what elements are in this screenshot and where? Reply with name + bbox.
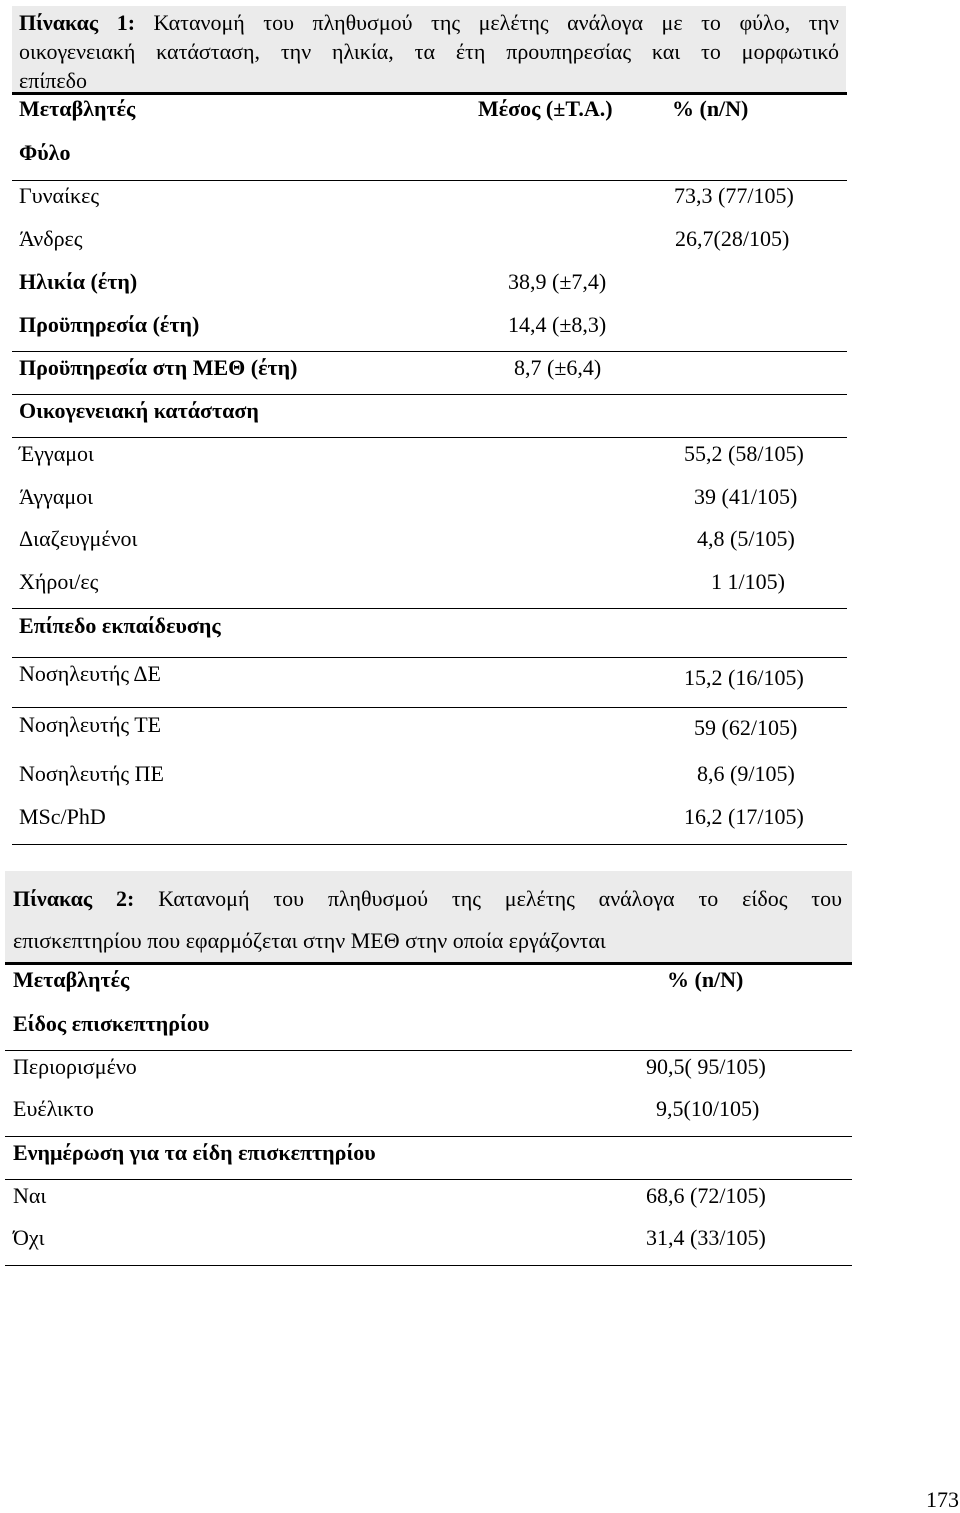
table2-rule <box>5 1179 852 1180</box>
table1-row-pct: 8,6 (9/105) <box>697 761 795 786</box>
table2-row-label: Ευέλικτο <box>13 1096 94 1121</box>
table2-caption-label: Πίνακας 2: <box>13 886 135 911</box>
table2-rule <box>5 1050 852 1051</box>
table1-row-label: Γυναίκες <box>19 183 100 208</box>
table2-bottom-rule <box>5 1265 852 1266</box>
table2-row-label: Περιορισμένο <box>13 1054 137 1079</box>
table1-caption-line2: οικογενειακή κατάσταση, την ηλικία, τα έτη προυπηρεσίας και το μορφωτικό <box>19 39 839 64</box>
table1-caption-label: Πίνακας 1: <box>19 10 136 35</box>
table1-row-pct: 39 (41/105) <box>694 484 798 509</box>
table1-row-label: Έγγαμοι <box>19 441 94 466</box>
table2-row-pct: 9,5(10/105) <box>656 1096 760 1121</box>
table1-row-pct: 15,2 (16/105) <box>684 665 804 690</box>
table1-row-label: Νοσηλευτής ΠΕ <box>19 761 164 786</box>
table1-caption-line1 <box>19 8 839 37</box>
table1-rule <box>12 351 847 352</box>
table1-header-variables: Μεταβλητές <box>19 96 136 121</box>
table1-row-pct: 73,3 (77/105) <box>674 183 794 208</box>
table2-header-percent: % (n/N) <box>667 967 744 992</box>
table1-row-mean: 8,7 (±6,4) <box>514 355 602 380</box>
table1-row-pct: 26,7(28/105) <box>675 226 790 251</box>
table1-bottom-rule <box>12 844 847 845</box>
table1-row-pct: 59 (62/105) <box>694 715 798 740</box>
table1-row-pct: 1 1/105) <box>711 569 785 594</box>
table2-caption-line1 <box>13 878 842 920</box>
table1-top-rule <box>12 92 847 95</box>
table1-rule <box>12 707 847 708</box>
table1-rule <box>12 437 847 438</box>
table2-caption-line2: επισκεπτηρίου που εφαρμόζεται στην ΜΕΘ στην οποία εργάζονται <box>13 928 606 953</box>
table2-caption <box>13 878 842 962</box>
table1-row-label: Οικογενειακή κατάσταση <box>19 398 259 423</box>
table2-caption-text-1: Κατανομή του πληθυσμού της μελέτης ανάλογα το είδος του <box>158 886 843 911</box>
table1-row-pct: 16,2 (17/105) <box>684 804 804 829</box>
table2-row-label: Όχι <box>13 1225 45 1250</box>
table1-row-label: Ηλικία (έτη) <box>19 269 138 294</box>
table1-row-label: MSc/PhD <box>19 804 106 829</box>
table1-rule <box>12 180 847 181</box>
table1-row-mean: 14,4 (±8,3) <box>508 312 607 337</box>
page-number: 173 <box>926 1487 959 1512</box>
table2-row-pct: 31,4 (33/105) <box>646 1225 766 1250</box>
table1-row-label: Χήροι/ες <box>19 569 99 594</box>
table1-rule <box>12 394 847 395</box>
table2-row-label: Ενημέρωση για τα είδη επισκεπτηρίου <box>13 1140 376 1165</box>
table2-row-pct: 68,6 (72/105) <box>646 1183 766 1208</box>
table1-row-label: Νοσηλευτής ΤΕ <box>19 712 162 737</box>
table1-rule <box>12 657 847 658</box>
table1-row-label: Διαζευγμένοι <box>19 526 138 551</box>
table1-caption-line3: επίπεδο <box>19 68 87 93</box>
table1-row-label: Άνδρες <box>19 226 83 251</box>
table2-header-variables: Μεταβλητές <box>13 967 130 992</box>
table1-caption <box>19 8 839 95</box>
table1-row-label: Φύλο <box>19 140 71 165</box>
table2-rule <box>5 1136 852 1137</box>
table1-row-pct: 55,2 (58/105) <box>684 441 804 466</box>
table1-rule <box>12 608 847 609</box>
table1-row-label: Προϋπηρεσία στη ΜΕΘ (έτη) <box>19 355 298 380</box>
table1-caption-text-1: Κατανομή του πληθυσμού της μελέτης ανάλογα με το φύλο, την <box>153 10 839 35</box>
table1-row-label: Επίπεδο εκπαίδευσης <box>19 613 221 638</box>
table1-row-pct: 4,8 (5/105) <box>697 526 795 551</box>
table2-top-rule <box>5 962 852 965</box>
table2-row-pct: 90,5( 95/105) <box>646 1054 766 1079</box>
table1-row-label: Νοσηλευτής ΔΕ <box>19 661 161 686</box>
table2-row-label: Ναι <box>13 1183 47 1208</box>
table1-header-mean: Μέσος (±Τ.Α.) <box>478 96 613 121</box>
table1-row-label: Προϋπηρεσία (έτη) <box>19 312 200 337</box>
table2-row-label: Είδος επισκεπτηρίου <box>13 1011 210 1036</box>
table1-row-mean: 38,9 (±7,4) <box>508 269 607 294</box>
table1-row-label: Άγγαμοι <box>19 484 94 509</box>
table1-header-percent: % (n/N) <box>672 96 749 121</box>
